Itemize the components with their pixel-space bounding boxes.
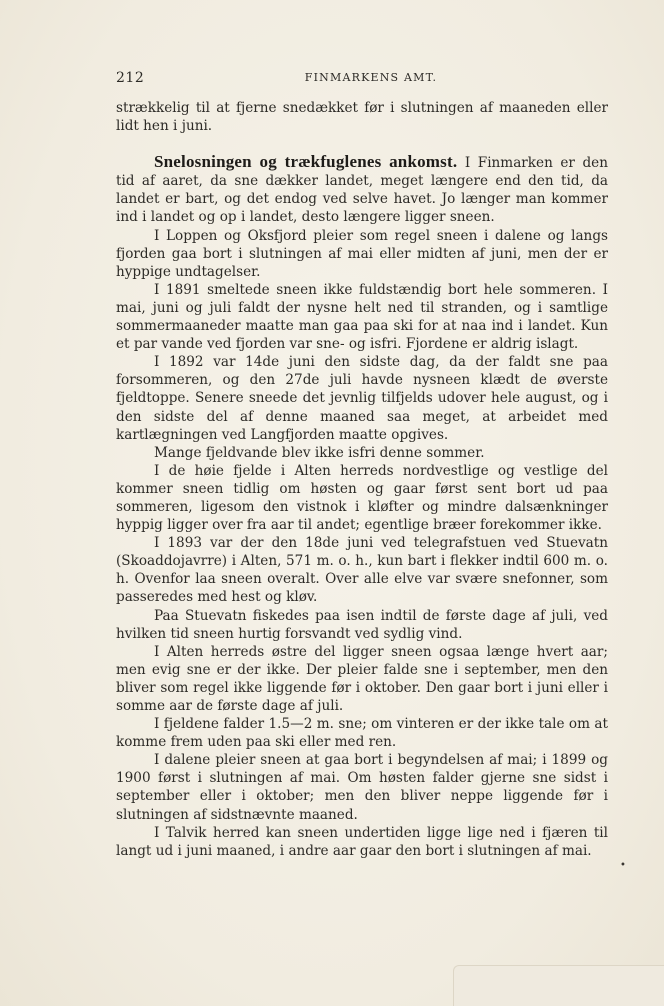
page-header xyxy=(116,70,608,86)
paragraph xyxy=(116,281,608,353)
page-corner xyxy=(453,965,664,1006)
page-number: 212 xyxy=(116,70,145,86)
paragraph-text: Mange fjeldvande blev ikke isfri denne sommer. xyxy=(154,444,485,461)
paragraph xyxy=(116,227,608,281)
paragraph-text: I Loppen og Oksfjord pleier som regel sneen i dalene og langs fjorden gaa bort i slutningen af mai eller midten af juni, men der er hyppige undtagelser. xyxy=(116,227,608,280)
paragraph xyxy=(116,715,608,751)
paragraph-text: I 1891 smeltede sneen ikke fuldstændig bort hele sommeren. I mai, juni og juli faldt der nysne helt ned til stranden, og i samtlige sommermaaneder maatte man gaa paa ski for at naa ind i landet. Kun et par vande ved fjorden var sne- og isfri. Fjordene er aldrig islagt. xyxy=(116,281,608,353)
paragraph-text: I 1892 var 14de juni den sidste dag, da der faldt sne paa forsommeren, og den 27de juli havde nysneen klædt de øverste fjeldtoppe. Senere sneede det jevnlig tilfjelds udover hele august, og i den sidste del af denne maaned saa meget, at arbeidet med kartlægningen ved Langfjorden maatte opgives. xyxy=(116,354,608,443)
paragraph xyxy=(116,607,608,643)
paragraph-text: I Alten herreds østre del ligger sneen ogsaa længe hvert aar; men evig sne er der ikke. Der pleier falde sne i september, men den bliver som regel ikke liggende før i oktober. Den gaar bort i juni eller i somme aar de første dage af juli. xyxy=(116,643,608,714)
paragraph-text: I Finmarken er den tid af aaret, da sne dækker landet, meget længere end den tid, da landet er bart, og det endog ved selve havet. Jo længer man kommer ind i landet og op i landet, desto længere ligger sneen. xyxy=(116,155,608,226)
paragraph-text: strækkelig til at fjerne snedækket før i slutningen af maaneden eller lidt hen i juni. xyxy=(116,100,608,135)
paragraph xyxy=(116,534,608,606)
paragraph xyxy=(116,462,608,534)
paragraph-text: I dalene pleier sneen at gaa bort i begyndelsen af mai; i 1899 og 1900 først i slutningen af mai. Om høsten falder gjerne sne sidst i september eller i oktober; men den bliver neppe liggende før i slutningen af sidstnævnte maaned. xyxy=(116,752,608,823)
paragraph-text: I 1893 var der den 18de juni ved telegrafstuen ved Stuevatn (Skoaddojavrre) i Alten, 571 m. o. h., kun bart i flekker indtil 600 m. o. h. Ovenfor laa sneen overalt. Over alle elve var svære snefonner, som passeredes med hest og kløv. xyxy=(116,535,608,606)
margin-mark: • xyxy=(620,860,626,871)
section-paragraph xyxy=(116,153,608,226)
paragraph-text: I fjeldene falder 1.5—2 m. sne; om vinteren er der ikke tale om at komme frem uden paa ski eller med ren. xyxy=(116,716,608,751)
paragraph xyxy=(116,353,608,443)
paragraph xyxy=(116,99,608,135)
paragraph-text: Paa Stuevatn fiskedes paa isen indtil de første dage af juli, ved hvilken tid sneen hurtig forsvandt ved sydlig vind. xyxy=(116,607,608,642)
paragraph xyxy=(116,751,608,823)
paragraph xyxy=(116,643,608,715)
body-text xyxy=(116,99,608,860)
paragraph-text: I Talvik herred kan sneen undertiden ligge lige ned i fjæren til langt ud i juni maaned, i andre aar gaar den bort i slutningen af mai. xyxy=(116,824,608,859)
section-heading: Snelosningen og trækfuglenes ankomst. xyxy=(154,152,458,172)
paragraph xyxy=(116,444,608,462)
running-head: FINMARKENS AMT. xyxy=(304,71,438,84)
paragraph xyxy=(116,824,608,860)
paragraph-text: I de høie fjelde i Alten herreds nordvestlige og vestlige del kommer sneen tidlig om høsten og gaar først sent bort ud paa sommeren, ligesom den vistnok i kløfter og mindre dalsænkninger hyppig ligger over fra aar til andet; egentlige bræer forekommer ikke. xyxy=(116,462,608,534)
